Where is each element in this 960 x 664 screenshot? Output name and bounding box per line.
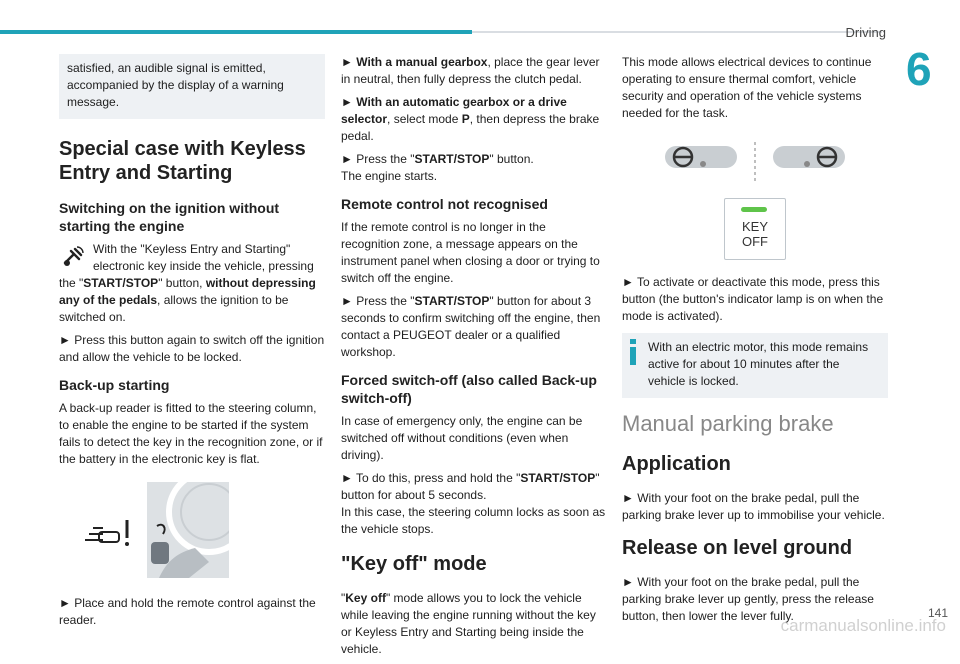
key-off-label: KEY OFF	[741, 219, 768, 249]
key-off-button-wrap	[622, 198, 888, 260]
paragraph-apply-brake: ► With your foot on the brake pedal, pull the parking brake lever up to immobilise your vehicle.	[622, 491, 885, 522]
page-number: 141	[927, 606, 948, 620]
paragraph-place-remote: ► Place and hold the remote control against the reader.	[59, 596, 316, 627]
paragraph-confirm-switch-off: ► Press the "START/STOP" button for about 3 seconds to confirm switching off the engine, then contact a PEUGEOT dealer or a qualified workshop.	[341, 294, 601, 359]
column-3	[622, 54, 888, 631]
paragraph-switch-off: ► Press this button again to switch off the ignition and allow the vehicle to be locked.	[59, 333, 325, 364]
watermark: carmanualsonline.info	[780, 616, 946, 635]
heading-backup-starting: Back-up starting	[59, 377, 170, 393]
info-icon	[630, 339, 636, 365]
paragraph-emergency: In case of emergency only, the engine can be switched off without conditions (even when driving).	[341, 414, 583, 462]
dashed-divider	[753, 142, 757, 182]
paragraph-backup-reader: A back-up reader is fitted to the steering column, to enable the engine to be started if the system fails to detect the key in the recognition zone, or if the battery in the electronic key is flat.	[59, 401, 323, 466]
paragraph-mode-devices: This mode allows electrical devices to continue operating to ensure thermal comfort, vehicle security and operation of the vehicle systems needed for the task.	[622, 55, 872, 120]
continued-note	[59, 54, 325, 119]
heading-remote-not-recognised: Remote control not recognised	[341, 196, 548, 212]
backup-reader-illustration	[59, 482, 229, 578]
header-accent-bar	[0, 30, 472, 34]
paragraph-press-start: ► Press the "START/STOP" button. The engine starts.	[341, 152, 534, 183]
steering-wheel-right-icon	[771, 142, 847, 172]
heading-release-level-ground: Release on level ground	[622, 537, 853, 559]
steering-wheel-left-icon	[663, 142, 739, 172]
paragraph-ignition: With the "Keyless Entry and Starting" electronic key inside the vehicle, pressing the "START/STOP" button, without depressing any of the pedals, allows the ignition to be switched on.	[59, 242, 316, 324]
info-text: With an electric motor, this mode remains active for about 10 minutes after the vehicle is locked.	[648, 340, 869, 388]
paragraph-remote-message: If the remote control is no longer in the recognition zone, a message appears on the instrument panel when closing a door or trying to switch off the engine.	[341, 220, 600, 285]
chapter-number: 6	[906, 43, 932, 95]
heading-keyless: Special case with Keyless Entry and Starting	[59, 138, 306, 184]
key-off-button	[724, 198, 786, 260]
info-note	[622, 333, 888, 398]
header-rule	[472, 31, 882, 33]
paragraph-activate-mode: ► To activate or deactivate this mode, press this button (the button's indicator lamp is on when the mode is activated).	[622, 275, 884, 323]
heading-switching-ignition: Switching on the ignition without starting the engine	[59, 200, 280, 234]
heading-key-off-mode: "Key off" mode	[341, 553, 487, 575]
paragraph-automatic-gearbox: ► With an automatic gearbox or a drive selector, select mode P, then depress the brake pedal.	[341, 95, 600, 143]
heading-application: Application	[622, 453, 731, 475]
paragraph-release-brake: ► With your foot on the brake pedal, pull the parking brake lever up gently, press the release button, then lower the lever fully.	[622, 575, 874, 623]
heading-manual-parking-brake: Manual parking brake	[622, 411, 834, 436]
heading-forced-switch-off: Forced switch-off (also called Back-up switch-off)	[341, 372, 597, 406]
paragraph-key-off: "Key off" mode allows you to lock the vehicle while leaving the engine running without the key or Keyless Entry and Starting being inside the vehicle.	[341, 591, 596, 656]
steering-illustration-row	[622, 142, 888, 182]
note-text: satisfied, an audible signal is emitted, accompanied by the display of a warning message.	[67, 61, 284, 109]
section-title: Driving	[845, 25, 886, 40]
column-2	[341, 54, 607, 664]
column-1	[59, 54, 325, 635]
paragraph-press-hold: ► To do this, press and hold the "START/STOP" button for about 5 seconds. In this case, the steering column locks as soon as the vehicle stops.	[341, 471, 606, 536]
keyless-key-icon	[59, 243, 87, 271]
paragraph-manual-gearbox: ► With a manual gearbox, place the gear lever in neutral, then fully depress the clutch pedal.	[341, 55, 600, 86]
indicator-lamp	[741, 207, 767, 212]
